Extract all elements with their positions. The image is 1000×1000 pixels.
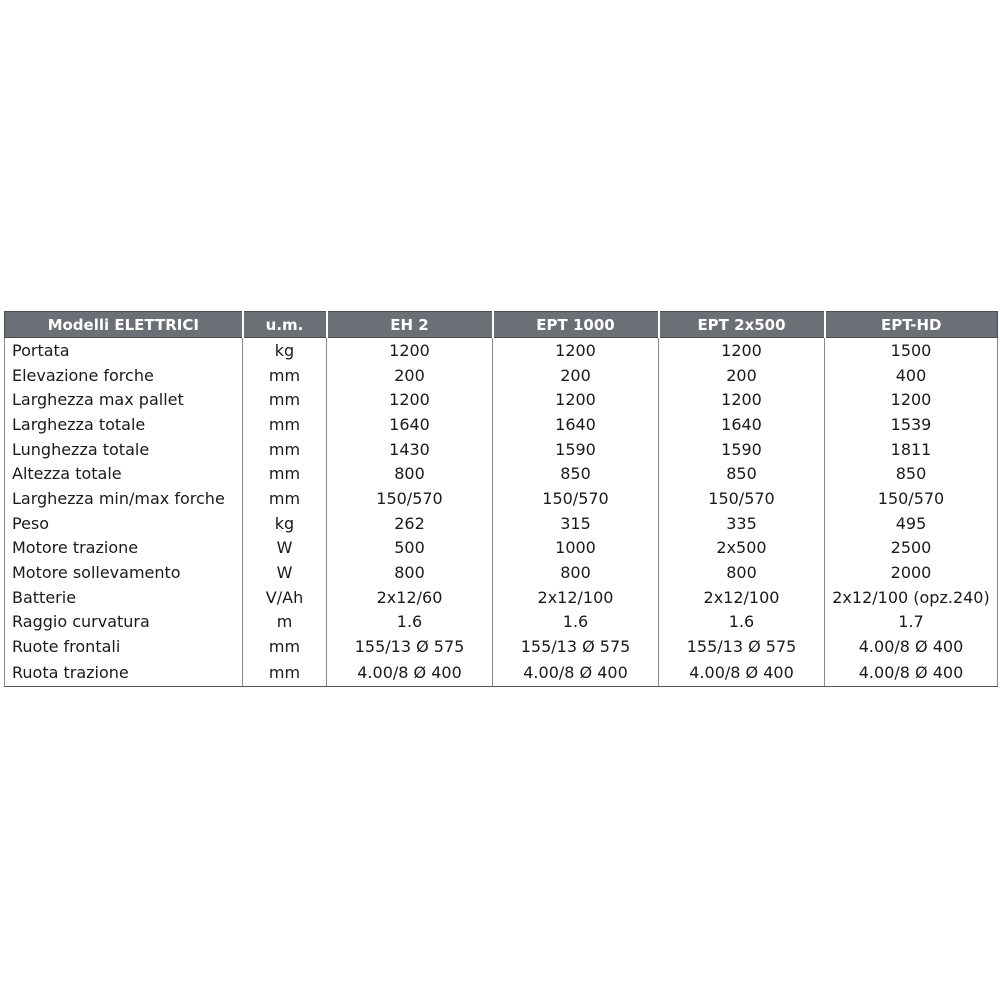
spec-name: Lunghezza totale — [5, 437, 243, 462]
spec-name: Larghezza totale — [5, 412, 243, 437]
value-ept-hd: 2000 — [825, 560, 998, 585]
value-ept-hd: 150/570 — [825, 486, 998, 511]
spec-unit: mm — [243, 486, 327, 511]
table-row — [5, 511, 998, 536]
value-eh2: 1200 — [327, 387, 493, 412]
table-row — [5, 338, 998, 363]
value-ept2x500: 1200 — [659, 338, 825, 363]
value-ept1000: 800 — [493, 560, 659, 585]
value-ept-hd: 4.00/8 Ø 400 — [825, 659, 998, 687]
value-eh2: 262 — [327, 511, 493, 536]
value-ept1000: 1.6 — [493, 610, 659, 635]
spec-unit: W — [243, 536, 327, 561]
value-ept2x500: 850 — [659, 461, 825, 486]
spec-name: Ruota trazione — [5, 659, 243, 687]
spec-unit: mm — [243, 461, 327, 486]
spec-name: Batterie — [5, 585, 243, 610]
table-row — [5, 461, 998, 486]
value-eh2: 155/13 Ø 575 — [327, 634, 493, 659]
value-ept-hd: 1500 — [825, 338, 998, 363]
table-row — [5, 536, 998, 561]
value-ept1000: 150/570 — [493, 486, 659, 511]
spec-name: Elevazione forche — [5, 363, 243, 388]
table-row — [5, 659, 998, 687]
spec-name: Raggio curvatura — [5, 610, 243, 635]
value-ept1000: 200 — [493, 363, 659, 388]
value-ept1000: 1590 — [493, 437, 659, 462]
value-ept2x500: 1.6 — [659, 610, 825, 635]
value-eh2: 1430 — [327, 437, 493, 462]
value-eh2: 800 — [327, 560, 493, 585]
spec-name: Motore sollevamento — [5, 560, 243, 585]
value-ept2x500: 1640 — [659, 412, 825, 437]
value-eh2: 800 — [327, 461, 493, 486]
spec-unit: kg — [243, 338, 327, 363]
value-eh2: 500 — [327, 536, 493, 561]
spec-unit: m — [243, 610, 327, 635]
value-ept1000: 850 — [493, 461, 659, 486]
spec-unit: mm — [243, 634, 327, 659]
spec-unit: W — [243, 560, 327, 585]
value-ept-hd: 1.7 — [825, 610, 998, 635]
value-ept1000: 1200 — [493, 387, 659, 412]
value-eh2: 1200 — [327, 338, 493, 363]
value-eh2: 1.6 — [327, 610, 493, 635]
spec-name: Portata — [5, 338, 243, 363]
value-eh2: 200 — [327, 363, 493, 388]
spec-unit: mm — [243, 437, 327, 462]
header-ept-hd: EPT-HD — [825, 312, 998, 338]
value-ept-hd: 850 — [825, 461, 998, 486]
value-ept-hd: 1811 — [825, 437, 998, 462]
spec-unit: mm — [243, 412, 327, 437]
value-eh2: 1640 — [327, 412, 493, 437]
value-ept2x500: 1200 — [659, 387, 825, 412]
header-unit: u.m. — [243, 312, 327, 338]
value-eh2: 2x12/60 — [327, 585, 493, 610]
spec-name: Altezza totale — [5, 461, 243, 486]
header-ept2x500: EPT 2x500 — [659, 312, 825, 338]
table-row — [5, 486, 998, 511]
value-ept2x500: 2x12/100 — [659, 585, 825, 610]
value-ept1000: 155/13 Ø 575 — [493, 634, 659, 659]
value-ept2x500: 4.00/8 Ø 400 — [659, 659, 825, 687]
spec-unit: mm — [243, 363, 327, 388]
value-ept1000: 4.00/8 Ø 400 — [493, 659, 659, 687]
value-ept2x500: 150/570 — [659, 486, 825, 511]
spec-name: Motore trazione — [5, 536, 243, 561]
value-ept1000: 2x12/100 — [493, 585, 659, 610]
header-row — [5, 312, 998, 338]
table-row — [5, 585, 998, 610]
header-models: Modelli ELETTRICI — [5, 312, 243, 338]
value-ept2x500: 800 — [659, 560, 825, 585]
value-ept1000: 1640 — [493, 412, 659, 437]
value-ept2x500: 2x500 — [659, 536, 825, 561]
table-row — [5, 412, 998, 437]
specs-table — [4, 311, 998, 687]
value-ept2x500: 200 — [659, 363, 825, 388]
table-header — [5, 312, 998, 338]
value-eh2: 150/570 — [327, 486, 493, 511]
spec-unit: mm — [243, 387, 327, 412]
spec-name: Ruote frontali — [5, 634, 243, 659]
value-ept-hd: 1200 — [825, 387, 998, 412]
table-row — [5, 634, 998, 659]
header-eh2: EH 2 — [327, 312, 493, 338]
table-row — [5, 610, 998, 635]
value-eh2: 4.00/8 Ø 400 — [327, 659, 493, 687]
spec-unit: mm — [243, 659, 327, 687]
table-row — [5, 387, 998, 412]
spec-name: Larghezza min/max forche — [5, 486, 243, 511]
table-row — [5, 437, 998, 462]
value-ept1000: 1000 — [493, 536, 659, 561]
table-row — [5, 363, 998, 388]
spec-unit: kg — [243, 511, 327, 536]
spec-unit: V/Ah — [243, 585, 327, 610]
table-row — [5, 560, 998, 585]
value-ept-hd: 495 — [825, 511, 998, 536]
value-ept-hd: 1539 — [825, 412, 998, 437]
table-body — [5, 338, 998, 687]
value-ept2x500: 335 — [659, 511, 825, 536]
value-ept-hd: 400 — [825, 363, 998, 388]
spec-name: Peso — [5, 511, 243, 536]
value-ept-hd: 4.00/8 Ø 400 — [825, 634, 998, 659]
value-ept1000: 1200 — [493, 338, 659, 363]
value-ept1000: 315 — [493, 511, 659, 536]
value-ept2x500: 155/13 Ø 575 — [659, 634, 825, 659]
value-ept2x500: 1590 — [659, 437, 825, 462]
value-ept-hd: 2x12/100 (opz.240) — [825, 585, 998, 610]
spec-name: Larghezza max pallet — [5, 387, 243, 412]
value-ept-hd: 2500 — [825, 536, 998, 561]
header-ept1000: EPT 1000 — [493, 312, 659, 338]
